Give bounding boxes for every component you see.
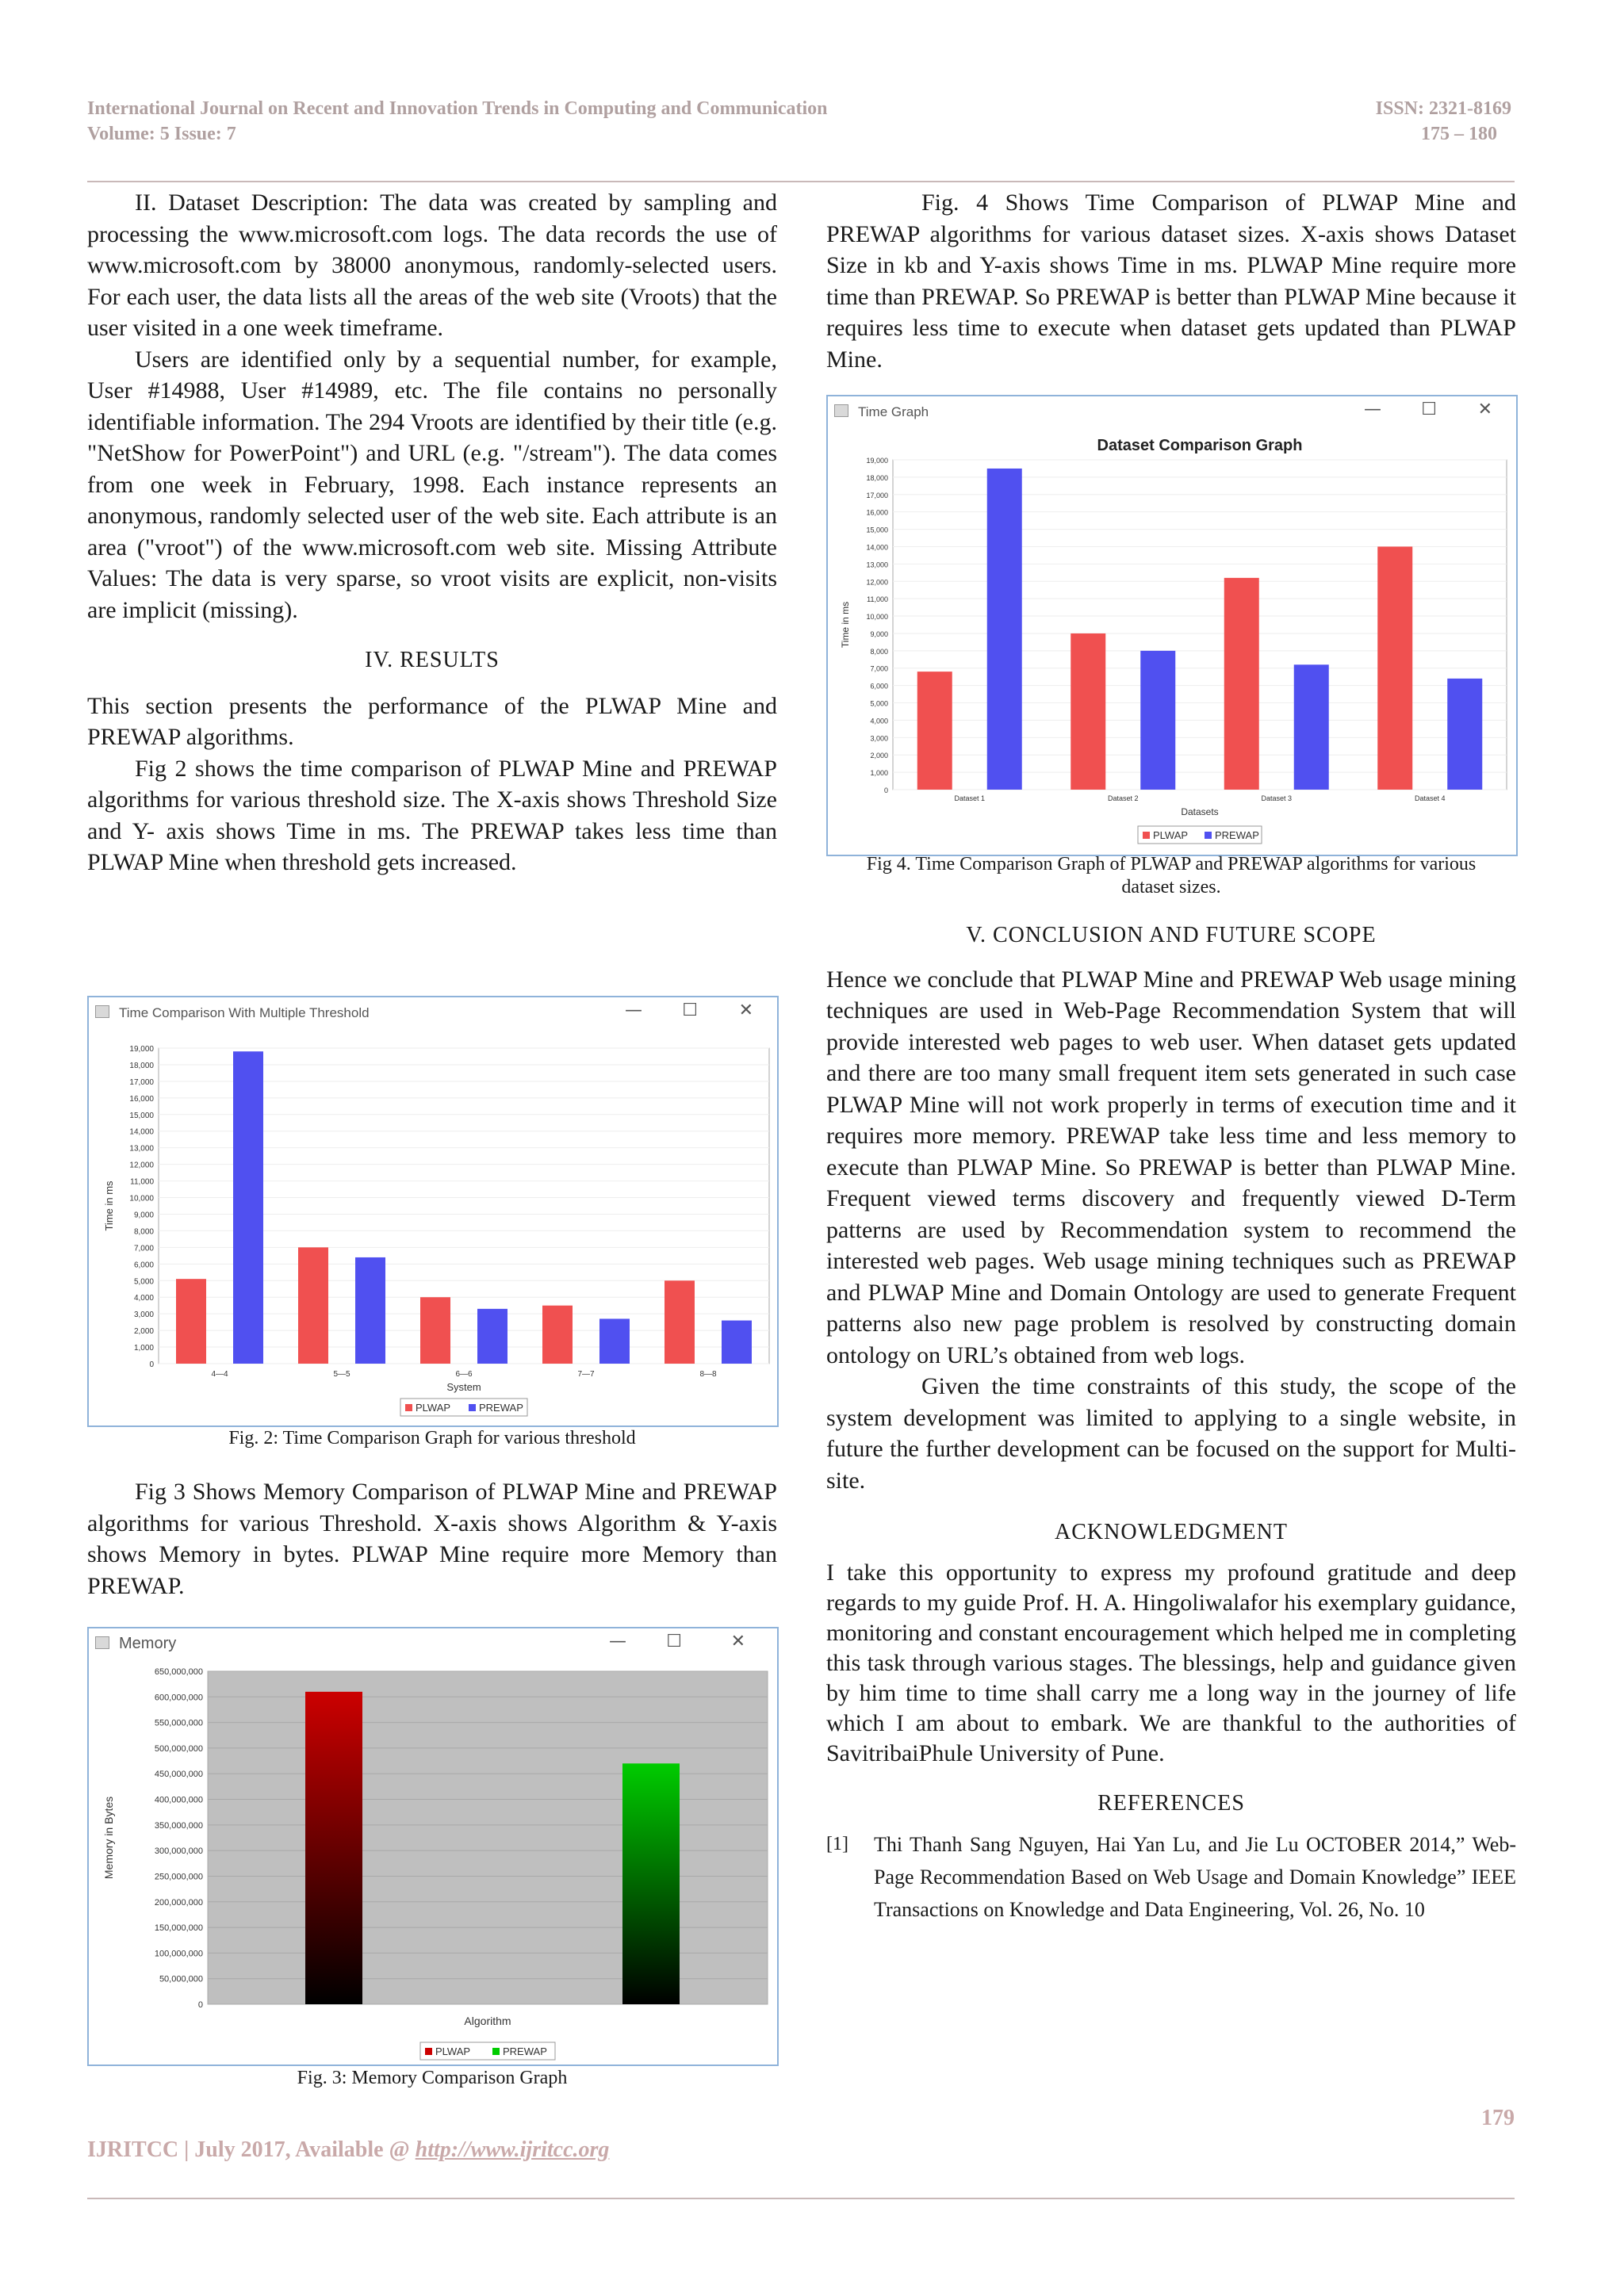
y-tick-label: 7,000 [133, 1244, 154, 1253]
y-tick-label: 15,000 [129, 1111, 154, 1120]
y-tick-label: 600,000,000 [154, 1693, 203, 1703]
y-axis-label: Memory in Bytes [102, 1796, 115, 1880]
journal-pages: 175 – 180 [1421, 124, 1497, 144]
y-tick-label: 17,000 [129, 1077, 154, 1087]
dataset-users-paragraph: Users are identified only by a sequential number, for example, User #14988, User #14989, etc. The file contains no personally identifiable information. The 294 Vroots are identified by their title (e.g. "NetShow for PowerPoint") and URL (e.g. "/stream"). The data comes from one week in February, 1998. Each instance represents an anonymous, randomly selected user of the web site. Each attribute is an area ("vroot") of the www.microsoft.com web site. Missing Attribute Values: The data is very sparse, so vroot visits are explicit, non-visits are implicit (missing). [87, 346, 777, 623]
bar-plwap [665, 1280, 695, 1364]
x-tick-label: 4—4 [211, 1370, 228, 1379]
maximize-icon[interactable]: ☐ [682, 1001, 698, 1020]
legend-swatch [492, 2048, 500, 2055]
x-axis-label: Datasets [1181, 806, 1219, 817]
fig4-description-paragraph: Fig. 4 Shows Time Comparison of PLWAP Mine and PREWAP algorithms for various dataset sizes. X-axis shows Dataset Size in kb and Y-axis shows Time in ms. PLWAP Mine require more time than PREWAP. So PREWAP is better than PLWAP Mine because it requires less time to execute when dataset gets updated than PLWAP Mine. [826, 189, 1516, 373]
fig3-window [87, 1627, 779, 2066]
footer-label: IJRITCC | July 2017, Available @ [87, 2137, 416, 2162]
minimize-icon[interactable]: — [625, 1001, 642, 1020]
fig4-caption: Fig 4. Time Comparison Graph of PLWAP and PREWAP algorithms for various dataset sizes. [866, 854, 1477, 897]
results-intro-paragraph: This section presents the performance of the PLWAP Mine and PREWAP algorithms. [87, 692, 777, 750]
conclusion-paragraph: Hence we conclude that PLWAP Mine and PREWAP Web usage mining techniques are used in Web-Page Recommendation System that will provide interested web pages to web user. When dataset gets updated and there are too many small frequent item sets generated in such case PLWAP Mine will not work properly in terms of execution time and it requires more memory. PREWAP take less time and less memory to execute than PLWAP Mine. So PREWAP is better than PLWAP Mine. Frequent viewed terms discovery and frequently viewed D-Term patterns are used by Recommendation system to recommend the interested web pages. Web usage mining techniques such as PREWAP and PLWAP Mine and Domain Ontology are used to generate Frequent patterns also new page problem is resolved by constructing domain ontology on URL’s obtained from web logs. [826, 966, 1516, 1368]
close-icon[interactable]: ✕ [730, 1632, 745, 1651]
x-tick-label: Dataset 4 [1414, 794, 1446, 802]
y-tick-label: 450,000,000 [154, 1770, 203, 1780]
bar-plwap [298, 1247, 328, 1364]
legend-label: PREWAP [479, 1402, 523, 1414]
y-tick-label: 19,000 [129, 1045, 154, 1054]
footer-text [87, 2137, 609, 2163]
close-icon[interactable]: ✕ [738, 1001, 753, 1020]
dataset-description-paragraph: II. Dataset Description: The data was created by sampling and processing the www.microsoft.com logs. The data records the use of www.microsoft.com by 38000 anonymous, randomly-selected users. For each user, the data lists all the areas of the web site (Vroots) that the user visited in a one week timeframe. [87, 189, 777, 341]
x-tick-label: 6—6 [455, 1370, 473, 1379]
conclusion-heading: V. CONCLUSION AND FUTURE SCOPE [966, 923, 1377, 947]
results-heading: IV. RESULTS [365, 648, 500, 672]
y-tick-label: 550,000,000 [154, 1718, 203, 1728]
bar-prewap [1447, 679, 1482, 790]
bar-plwap [1224, 578, 1259, 790]
y-tick-label: 6,000 [870, 682, 888, 691]
fig2-window [87, 996, 779, 1427]
y-tick-label: 18,000 [866, 473, 888, 482]
legend-swatch [405, 1404, 412, 1411]
y-tick-label: 9,000 [133, 1211, 154, 1220]
y-tick-label: 5,000 [133, 1277, 154, 1287]
right-column-top [826, 187, 1516, 375]
legend-label: PLWAP [435, 2045, 471, 2057]
bar-prewap [1140, 651, 1175, 790]
y-tick-label: 0 [883, 786, 888, 794]
legend-label: PREWAP [503, 2045, 547, 2057]
y-tick-label: 7,000 [870, 664, 888, 673]
y-tick-label: 4,000 [870, 717, 888, 725]
y-tick-label: 100,000,000 [154, 1949, 203, 1959]
y-tick-label: 13,000 [129, 1144, 154, 1154]
y-tick-label: 0 [197, 2000, 203, 2010]
fig3-window-title: Memory [119, 1635, 177, 1652]
y-tick-label: 10,000 [129, 1194, 154, 1203]
legend-swatch [425, 2048, 432, 2055]
legend-swatch [469, 1404, 476, 1411]
bar-prewap [355, 1257, 385, 1364]
bar-prewap [1294, 664, 1329, 790]
bar-plwap [420, 1297, 450, 1364]
bar-plwap [917, 672, 952, 790]
fig2-chart [89, 1029, 777, 1424]
y-tick-label: 4,000 [133, 1294, 154, 1303]
y-tick-label: 16,000 [866, 508, 888, 517]
acknowledgment-heading: ACKNOWLEDGMENT [1055, 1520, 1288, 1544]
x-tick-label: Dataset 1 [954, 794, 986, 802]
y-axis-label: Time in ms [840, 601, 851, 649]
left-column-top [87, 187, 777, 878]
fig3-titlebar [89, 1628, 777, 1660]
header-rule [87, 181, 1515, 182]
fig3-caption: Fig. 3: Memory Comparison Graph [297, 2068, 568, 2088]
y-tick-label: 1,000 [133, 1344, 154, 1353]
x-axis-label: Algorithm [464, 2015, 511, 2027]
legend-label: PREWAP [1215, 829, 1259, 841]
x-tick-label: 8—8 [699, 1370, 717, 1379]
fig3-chart [89, 1660, 777, 2063]
bar-prewap [722, 1321, 752, 1364]
fig2-caption: Fig. 2: Time Comparison Graph for various threshold [228, 1428, 636, 1448]
future-scope-paragraph: Given the time constraints of this study, the scope of the system development was limited to applying to a single website, in future the further development can be focused on the support for Multi-site. [826, 1373, 1516, 1494]
fig4-window [826, 395, 1518, 856]
maximize-icon[interactable]: ☐ [666, 1632, 682, 1651]
y-tick-label: 12,000 [866, 578, 888, 587]
bar-prewap [599, 1318, 630, 1364]
y-tick-label: 12,000 [129, 1161, 154, 1170]
y-tick-label: 2,000 [870, 752, 888, 760]
reference-item [826, 1828, 1516, 1926]
reference-number: [1] [826, 1834, 848, 1854]
y-tick-label: 19,000 [866, 457, 888, 465]
fig4-titlebar [828, 396, 1516, 428]
bar-plwap [542, 1306, 573, 1364]
x-axis-label: System [446, 1381, 481, 1393]
x-tick-label: 5—5 [333, 1370, 350, 1379]
y-tick-label: 13,000 [866, 561, 888, 569]
y-tick-label: 5,000 [870, 699, 888, 708]
y-tick-label: 14,000 [866, 543, 888, 552]
y-tick-label: 400,000,000 [154, 1795, 203, 1805]
y-tick-label: 200,000,000 [154, 1897, 203, 1908]
close-icon[interactable]: ✕ [1477, 400, 1492, 419]
journal-volume: Volume: 5 Issue: 7 [87, 124, 236, 144]
y-tick-label: 350,000,000 [154, 1820, 203, 1831]
y-tick-label: 14,000 [129, 1127, 154, 1137]
plot-area [893, 460, 1507, 790]
y-tick-label: 11,000 [867, 595, 888, 604]
y-tick-label: 10,000 [866, 613, 888, 622]
left-column-mid [87, 1476, 777, 1601]
legend-label: PLWAP [416, 1402, 451, 1414]
y-tick-label: 3,000 [870, 734, 888, 743]
chart-title: Dataset Comparison Graph [1097, 437, 1303, 454]
bar-prewap [477, 1309, 508, 1364]
y-tick-label: 8,000 [133, 1227, 154, 1237]
maximize-icon[interactable]: ☐ [1421, 400, 1437, 419]
y-tick-label: 2,000 [133, 1327, 154, 1337]
x-tick-label: Dataset 3 [1261, 794, 1293, 802]
bar-prewap [233, 1051, 263, 1364]
bar-plwap [1377, 546, 1412, 790]
plot-area [208, 1671, 768, 2004]
y-tick-label: 11,000 [130, 1177, 154, 1187]
right-column-bottom [826, 920, 1516, 1926]
x-tick-label: 7—7 [577, 1370, 595, 1379]
app-icon [95, 1005, 109, 1018]
fig2-window-title: Time Comparison With Multiple Threshold [119, 1005, 370, 1020]
references-heading: REFERENCES [1097, 1790, 1245, 1816]
y-tick-label: 1,000 [870, 769, 888, 778]
bar-prewap [987, 469, 1022, 790]
app-icon [834, 404, 848, 417]
fig2-description-paragraph: Fig 2 shows the time comparison of PLWAP Mine and PREWAP algorithms for various threshold size. The X-axis shows Threshold Size and Y- axis shows Time in ms. The PREWAP takes less time than PLWAP Mine when threshold gets increased. [87, 755, 777, 875]
y-tick-label: 16,000 [129, 1094, 154, 1104]
bar-plwap [305, 1692, 362, 2004]
fig2-titlebar [89, 997, 777, 1029]
y-tick-label: 150,000,000 [154, 1923, 203, 1934]
y-tick-label: 650,000,000 [154, 1667, 203, 1677]
journal-issn: ISSN: 2321-8169 [1375, 98, 1511, 119]
y-tick-label: 250,000,000 [154, 1872, 203, 1882]
journal-title: International Journal on Recent and Innovation Trends in Computing and Communication [87, 98, 828, 119]
bar-plwap [176, 1279, 206, 1364]
fig3-description-paragraph: Fig 3 Shows Memory Comparison of PLWAP Mine and PREWAP algorithms for various Threshold. X-axis shows Algorithm & Y-axis shows Memory in bytes. PLWAP Mine require more Memory than PREWAP. [87, 1479, 777, 1599]
y-tick-label: 50,000,000 [159, 1974, 203, 1984]
x-tick-label: Dataset 2 [1107, 794, 1139, 802]
legend-label: PLWAP [1153, 829, 1189, 841]
bar-plwap [1071, 633, 1105, 790]
fig4-chart [828, 428, 1516, 853]
y-tick-label: 8,000 [870, 647, 888, 656]
y-tick-label: 18,000 [129, 1061, 154, 1070]
y-tick-label: 300,000,000 [154, 1846, 203, 1857]
y-tick-label: 15,000 [866, 526, 888, 534]
page-number: 179 [1481, 2106, 1515, 2130]
y-tick-label: 6,000 [133, 1261, 154, 1270]
y-tick-label: 3,000 [133, 1311, 154, 1320]
y-tick-label: 0 [149, 1360, 154, 1369]
app-icon [95, 1636, 109, 1649]
acknowledgment-paragraph: I take this opportunity to express my profound gratitude and deep regards to my guide Prof. H. A. Hingoliwalafor his exemplary guidance, monitoring and constant encouragement which helped me in completing this task through various stages. The blessings, help and guidance given by him time to time shall carry me a long way in the journey of life which I am about to embark. We are thankful to the authorities of SavitribaiPhule University of Pune. [826, 1559, 1516, 1766]
bar-prewap [622, 1763, 680, 2004]
footer-rule [87, 2198, 1515, 2199]
reference-text: Thi Thanh Sang Nguyen, Hai Yan Lu, and Jie Lu OCTOBER 2014,” Web-Page Recommendation Based on Web Usage and Domain Knowledge” IEEE Transactions on Knowledge and Data Engineering, Vol. 26, No. 10 [874, 1833, 1516, 1921]
minimize-icon[interactable]: — [1364, 400, 1381, 419]
legend-swatch [1143, 832, 1150, 839]
y-axis-label: Time in ms [103, 1181, 115, 1231]
footer-link[interactable]: http://www.ijritcc.org [415, 2137, 610, 2162]
y-tick-label: 500,000,000 [154, 1743, 203, 1754]
legend-swatch [1205, 832, 1212, 839]
minimize-icon[interactable]: — [609, 1632, 626, 1651]
y-tick-label: 17,000 [866, 491, 888, 499]
fig4-window-title: Time Graph [858, 404, 929, 419]
y-tick-label: 9,000 [870, 629, 888, 638]
